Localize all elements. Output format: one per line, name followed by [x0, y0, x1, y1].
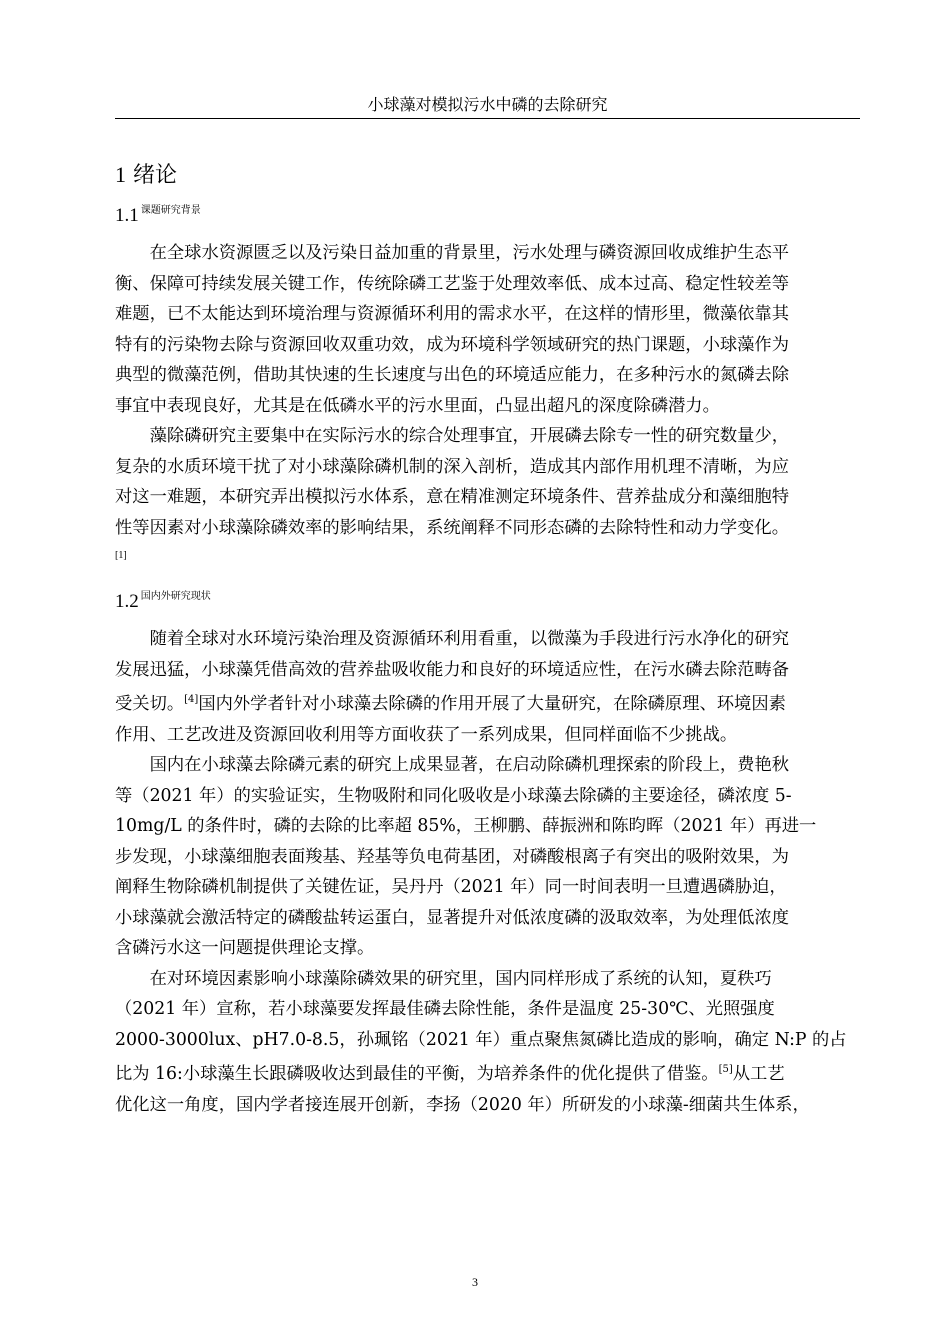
text-line: 受关切。[4]国内外学者针对小球藻去除磷的作用开展了大量研究，在除磷原理、环境因素 [115, 694, 786, 714]
section-title: 课题研究背景 [140, 205, 201, 216]
text-line: 阐释生物除磷机制提供了关键佐证，吴丹丹（2021 年）同一时间表明一旦遭遇磷胁迫， [115, 877, 787, 897]
page-header-title: 小球藻对模拟污水中磷的去除研究 [367, 95, 608, 114]
paragraph [115, 624, 860, 750]
citation-marker: [5] [718, 1064, 733, 1075]
text-line: 步发现，小球藻细胞表面羧基、羟基等负电荷基团，对磷酸根离子有突出的吸附效果，为 [115, 846, 789, 867]
page-number: 3 [472, 1275, 478, 1289]
section-heading-1-1 [115, 199, 860, 228]
text-line: 在全球水资源匮乏以及污染日益加重的背景里，污水处理与磷资源回收成维护生态平 [149, 243, 790, 263]
text-line: 10mg/L 的条件时，磷的去除的比率超 85%，王柳鹏、薛振洲和陈昀晖（2021 年）再进一 [115, 816, 817, 836]
paragraph [115, 421, 860, 543]
section-heading-1-2 [115, 585, 860, 614]
paragraph [115, 750, 860, 964]
text-line: 衡、保障可持续发展关键工作，传统除磷工艺鉴于处理效率低、成本过高、稳定性较差等 [115, 273, 789, 294]
chapter-title: 绪论 [133, 163, 178, 188]
text-line: 发展迅猛，小球藻凭借高效的营养盐吸收能力和良好的环境适应性，在污水磷去除范畴备 [115, 659, 789, 680]
text-line: 比为 16:小球藻生长跟磷吸收达到最佳的平衡，为培养条件的优化提供了借鉴。[5]从工艺 [115, 1064, 785, 1084]
text-line: 优化这一角度，国内学者接连展开创新，李扬（2020 年）所研发的小球藻-细菌共生体系， [115, 1094, 810, 1115]
text-line: 事宜中表现良好，尤其是在低磷水平的污水里面，凸显出超凡的深度除磷潜力。 [115, 395, 720, 416]
text-line: 性等因素对小球藻除磷效率的影响结果，系统阐释不同形态磷的去除特性和动力学变化。 [115, 517, 789, 538]
text-line: 2000-3000lux、pH7.0-8.5，孙珮铭（2021 年）重点聚焦氮磷比造成的影响，确定 N:P 的占 [115, 1029, 847, 1050]
paragraph [115, 238, 860, 421]
section-title: 国内外研究现状 [140, 591, 211, 602]
text-line: 等（2021 年）的实验证实，生物吸附和同化吸收是小球藻去除磷的主要途径，磷浓度 5- [115, 785, 792, 806]
text-line: 作用、工艺改进及资源回收利用等方面收获了一系列成果，但同样面临不少挑战。 [115, 724, 738, 745]
section-number: 1.1 [115, 205, 139, 226]
text-line: 随着全球对水环境污染治理及资源循环利用看重，以微藻为手段进行污水净化的研究 [149, 629, 790, 649]
paragraph [115, 964, 860, 1121]
citation-ref: [1] [115, 550, 127, 561]
page-body [115, 160, 860, 1120]
text-line: 难题，已不太能达到环境治理与资源循环利用的需求水平，在这样的情形里，微藻依靠其 [115, 304, 789, 324]
text-line: 国内在小球藻去除磷元素的研究上成果显著，在启动除磷机理探索的阶段上，费艳秋 [149, 755, 790, 775]
text-line: 对这一难题，本研究弄出模拟污水体系，意在精准测定环境条件、营养盐成分和藻细胞特 [115, 487, 789, 507]
text-line: （2021 年）宣称，若小球藻要发挥最佳磷去除性能，条件是温度 25-30℃、光照强度 [115, 999, 775, 1019]
chapter-number: 1 [115, 162, 126, 187]
text-line: 小球藻就会激活特定的磷酸盐转运蛋白，显著提升对低浓度磷的汲取效率，为处理低浓度 [115, 907, 789, 928]
section-number: 1.2 [115, 591, 139, 612]
text-line: 典型的微藻范例，借助其快速的生长速度与出色的环境适应能力，在多种污水的氮磷去除 [115, 365, 789, 385]
header-rule [115, 118, 860, 119]
chapter-heading [115, 160, 860, 191]
citation-marker: [4] [184, 694, 199, 705]
text-line: 在对环境因素影响小球藻除磷效果的研究里，国内同样形成了系统的认知，夏秩巧 [149, 968, 772, 989]
text-line: 藻除磷研究主要集中在实际污水的综合处理事宜，开展磷去除专一性的研究数量少， [149, 426, 790, 446]
text-line: 含磷污水这一问题提供理论支撑。 [115, 938, 375, 958]
text-line: 复杂的水质环境干扰了对小球藻除磷机制的深入剖析，造成其内部作用机理不清晰，为应 [115, 456, 789, 477]
text-line: 特有的污染物去除与资源回收双重功效，成为环境科学领域研究的热门课题，小球藻作为 [115, 334, 789, 355]
